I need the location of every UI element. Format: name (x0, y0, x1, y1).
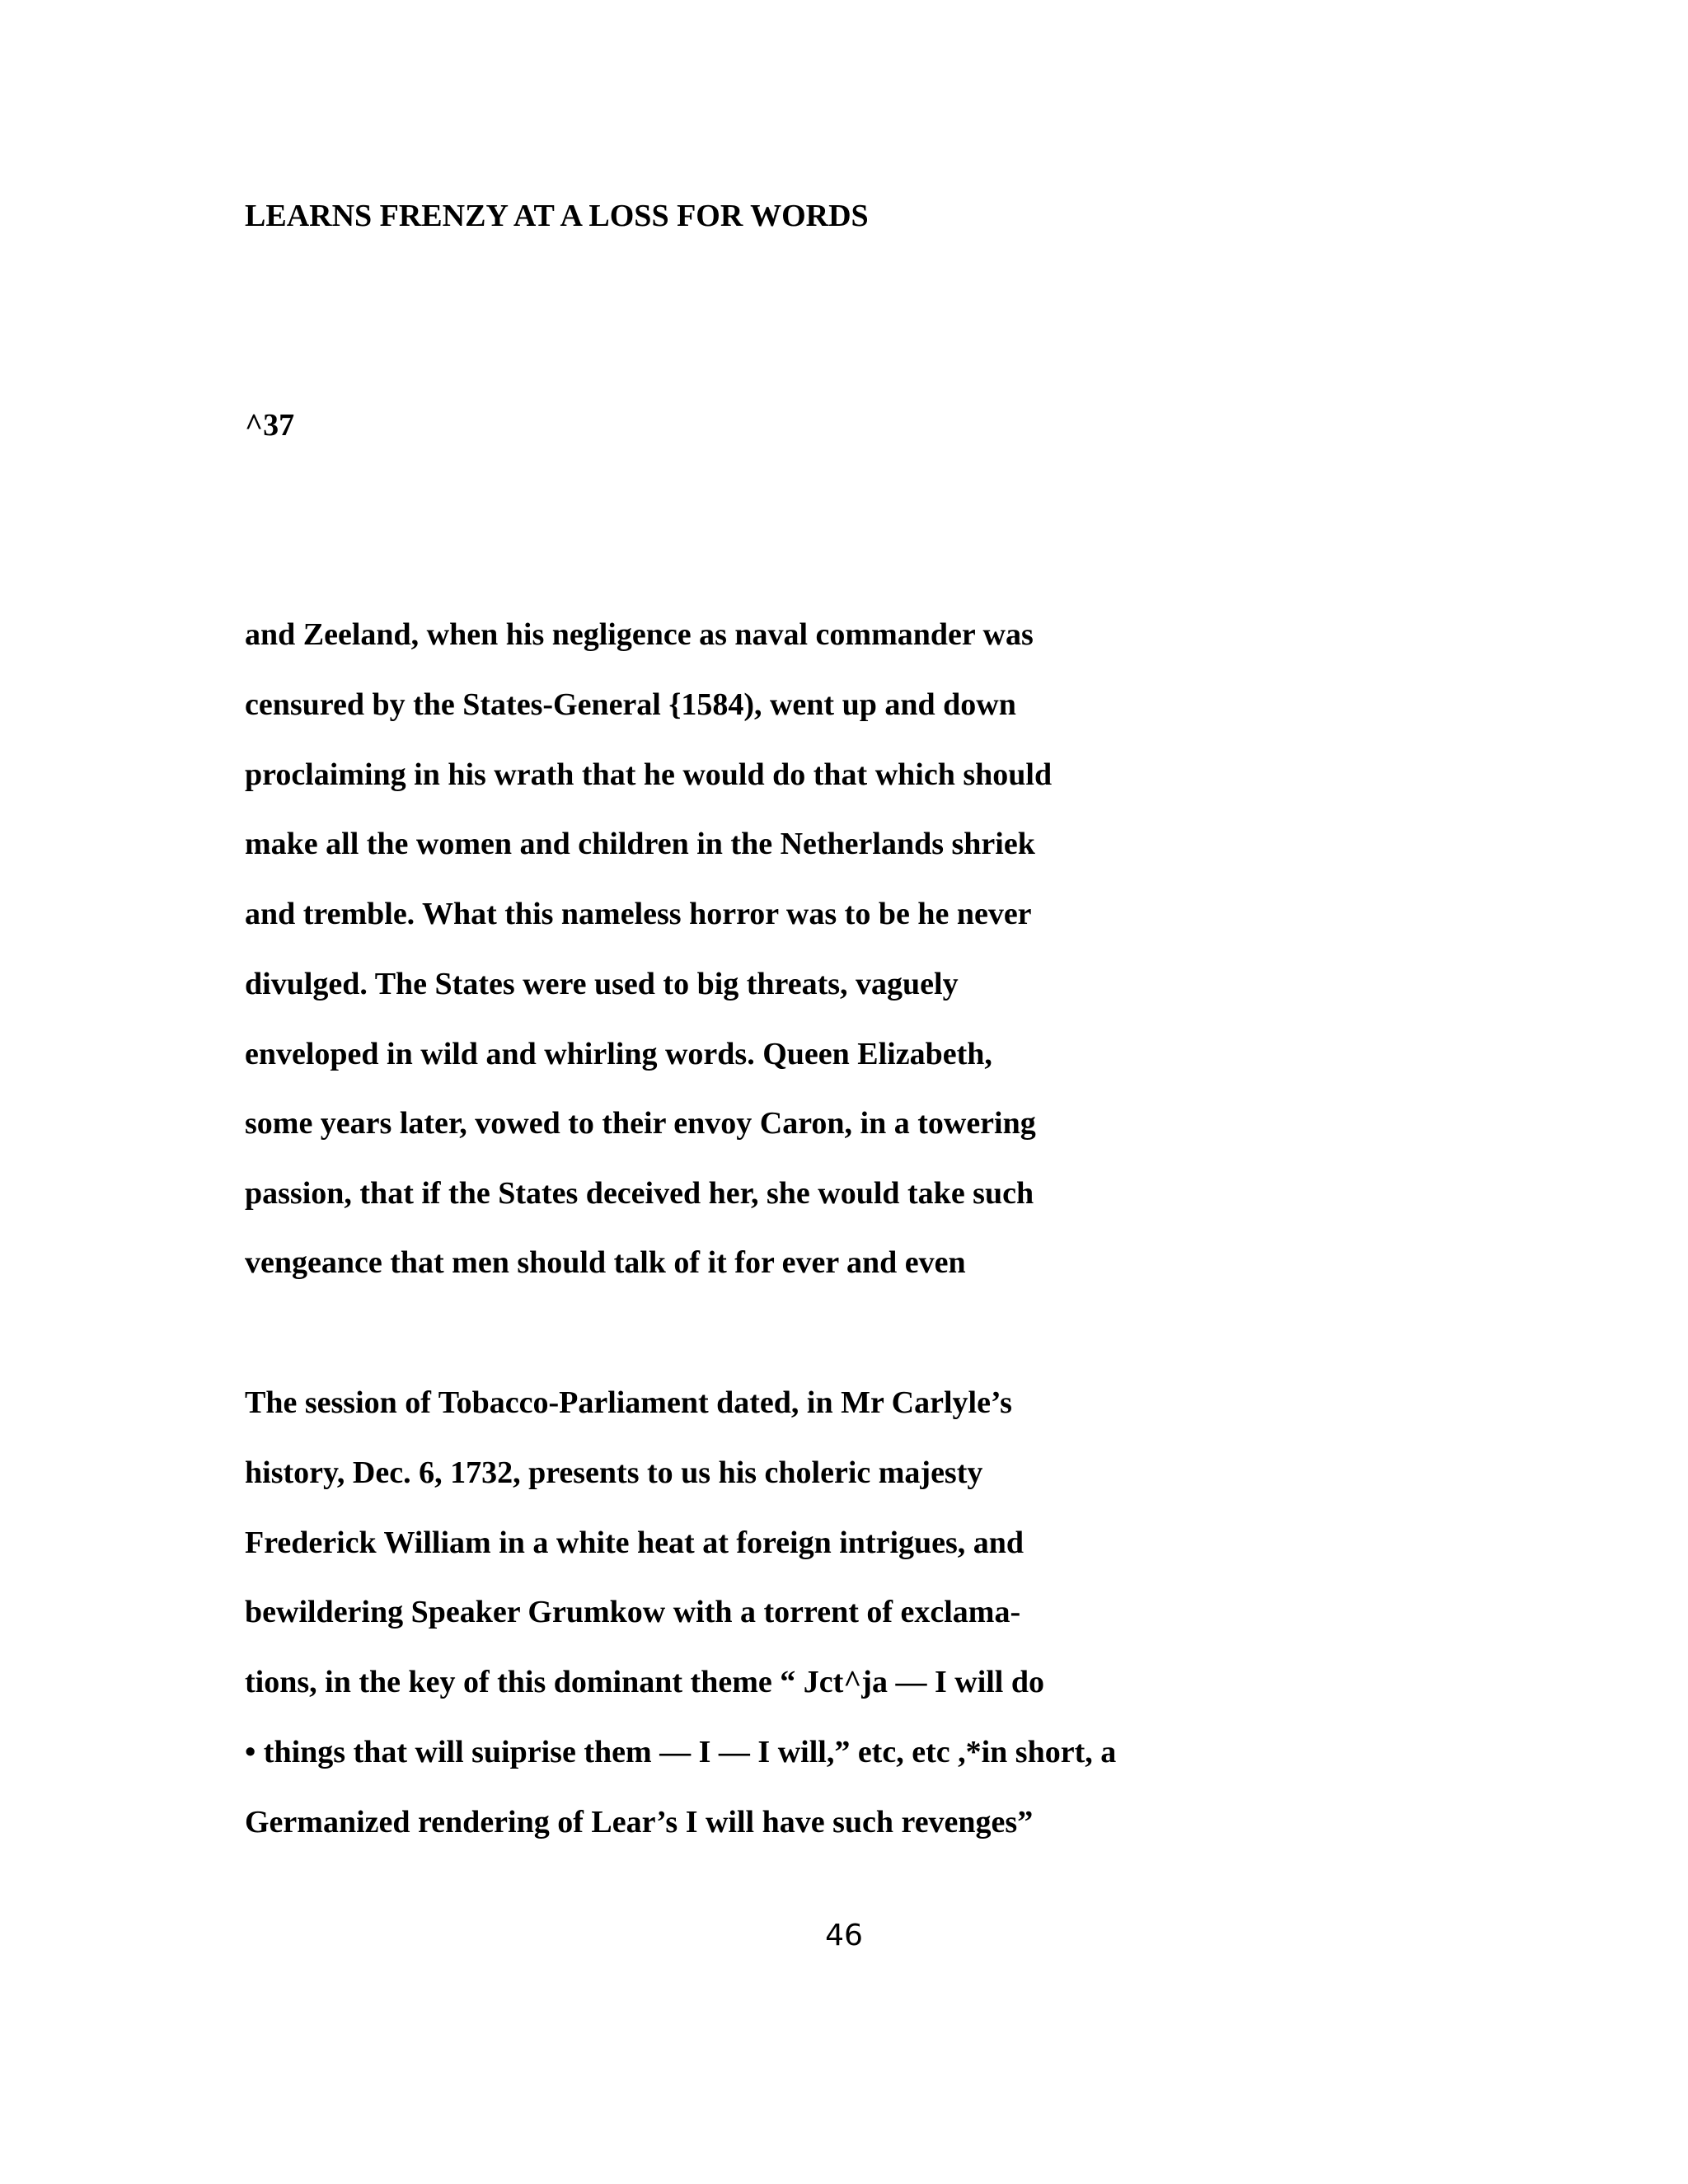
text-line: history, Dec. 6, 1732, presents to us his choleric majesty (245, 1455, 983, 1490)
text-line: passion, that if the States deceived her, she would take such (245, 1176, 1034, 1211)
text-line: Frederick William in a white heat at foreign intrigues, and (245, 1526, 1025, 1560)
text-line: • things that will suiprise them — I — I will,” etc, etc ,*in short, a (245, 1735, 1117, 1769)
text-line: divulged. The States were used to big threats, vaguely (245, 967, 959, 1001)
page-title: LEARNS FRENZY AT A LOSS FOR WORDS (245, 199, 869, 233)
text-line: and tremble. What this nameless horror was to be he never (245, 897, 1032, 931)
text-line: some years later, vowed to their envoy Caron, in a towering (245, 1106, 1036, 1141)
text-line: vengeance that men should talk of it for ever and even (245, 1245, 966, 1280)
text-line: Germanized rendering of Lear’s I will have such revenges” (245, 1805, 1034, 1840)
text-line: bewildering Speaker Grumkow with a torrent of exclama- (245, 1595, 1021, 1629)
page-number: 46 (825, 1919, 863, 1952)
text-line: The session of Tobacco-Parliament dated, in Mr Carlyle’s (245, 1385, 1012, 1420)
text-line: enveloped in wild and whirling words. Queen Elizabeth, (245, 1037, 992, 1071)
text-line: proclaiming in his wrath that he would do that which should (245, 757, 1053, 792)
text-line: censured by the States-General {1584), went up and down (245, 687, 1016, 722)
text-line: and Zeeland, when his negligence as naval commander was (245, 617, 1034, 652)
text-line: make all the women and children in the Netherlands shriek (245, 827, 1035, 861)
section-marker: ^37 (245, 408, 295, 443)
text-line: tions, in the key of this dominant theme “ Jct^ja — I will do (245, 1665, 1045, 1699)
